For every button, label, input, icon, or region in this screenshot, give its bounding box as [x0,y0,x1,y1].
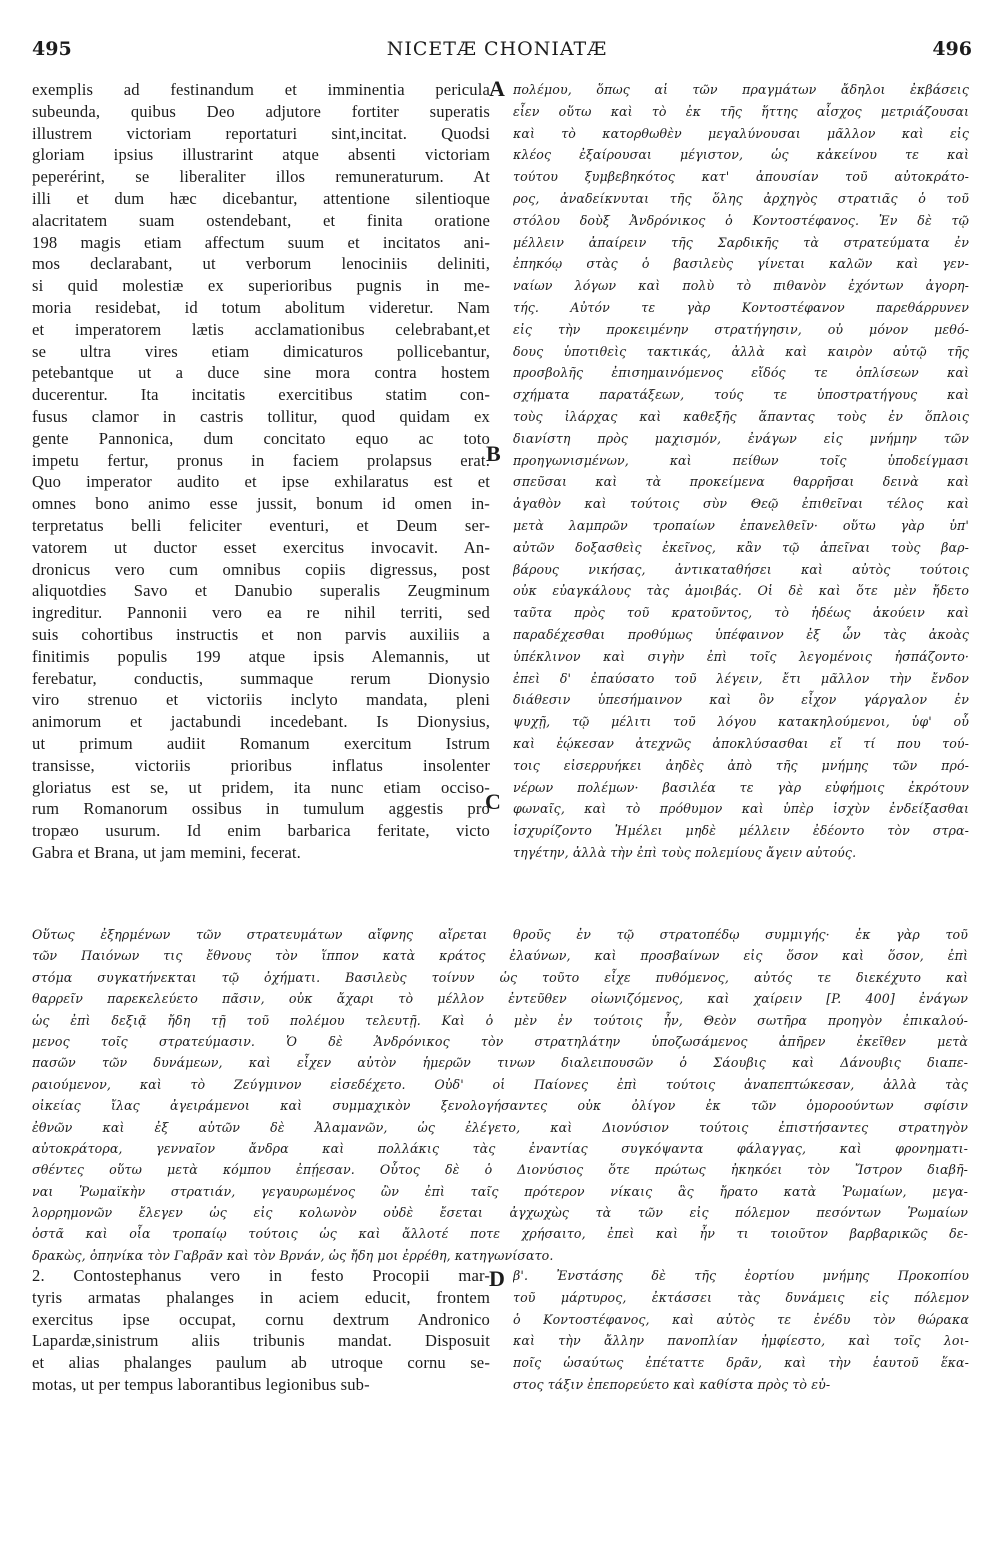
text-line: subeunda, quibus Deo adjutore fortiter superatis [32,101,490,121]
latin-column-lower [32,1265,490,1396]
text-line: petebantque ut a duce sine mora contra hostem [32,363,490,383]
text-line: animorum et jactabundi incedebant. Is Dionysius, [32,712,490,732]
text-line: ut primum audiit Romanum exercitum Istrum [32,733,490,753]
text-line: rum Romanorum ossibus in tumulum aggestis pro [32,799,490,819]
text-line: Lapardæ,sinistrum aliis tribunis mandat. Disposuit [32,1331,490,1351]
text-line: δους ὑποτιθεὶς τακτικάς, ἀλλὰ καὶ καιρὸν αὐτῷ τῆς [513,343,969,359]
page-number-right: 496 [932,38,972,60]
text-line: aliquotdies Savo et Danubio superalis Zeugminum [32,581,490,601]
text-line: εἰς τὴν προκειμένην στρατήγησιν, οὐ μόνον μεθό- [513,321,969,337]
running-title: NICETÆ CHONIATÆ [386,38,608,60]
text-line: παραδέχεσθαι προθύμως ὑπέφαινον ἐξ ὧν τὰς ἀκοὰς [513,626,969,642]
latin-column-upper [32,79,490,864]
text-line: alacritatem suam ostendebant, et finita oratione [32,210,490,230]
text-line: ἐπεὶ δ' ἐπαύσατο τοῦ λέγειν, ἔτι μᾶλλον τὴν ἔνδον [513,670,969,686]
text-line: illustrem victoriam reportaturi sint,incitat. Quodsi [32,123,490,143]
text-line: δρακὼς, ὁπηνίκα τὸν Γαβρᾶν καὶ τὸν Βρνάν, ὡς ἤδη μοι ἐρρέθη, κατηγωνίσατο. [32,1247,554,1263]
greek-column-lower [513,1265,969,1396]
text-line: ναι Ῥωμαϊκὴν στρατιάν, γεγαυρωμένος ὢν ἐπὶ ταῖς πρότερον νίκαις ἃς ἤρατο κατὰ Ῥωμαίων, μεγα- [32,1183,968,1199]
text-line: gloriam ipsius illustrarint atque absenti victoriam [32,145,490,165]
text-line: tropæo usurum. Id enim barbarica feritate, victo [32,821,490,841]
text-line: ὀστᾶ καὶ οἷα τροπαίῳ τούτοις ὡς καὶ ἄλλοτέ ποτε χρήσαιτο, ἐπεὶ καὶ ἦν τι τοιοῦτον βαρβαρικῶς δε- [32,1226,968,1242]
text-line: gloriatus est se, ut pridem, ita nunc etiam occiso- [32,777,490,797]
text-line: Οὕτως ἐξηρμένων τῶν στρατευμάτων αἴφνης αἴρεται θροῦς ἐν τῷ στρατοπέδῳ συμμιγής· ἐκ γὰρ τοῦ [32,927,968,942]
text-line: θαρρεῖν παρεκελεύετο πᾶσιν, οὐκ ἄχαρι τὸ μέλλον ἐντεῦθεν οἰωνιζόμενος, καὶ χαίρειν [P. 400] ἐνάγων [32,991,968,1007]
text-line: et alias phalanges paulum ab utroque cornu se- [32,1353,490,1373]
text-line: μενος τοῖς στρατεύμασιν. Ὁ δὲ Ἀνδρόνικος τὸν στρατηλάτην ὑποζωσάμενος ἀπῆρεν ἐκεῖθεν μετὰ [32,1033,968,1049]
text-line: terpretatus belli feliciter eventuri, et Deum ser- [32,515,490,535]
text-line: προσβολῆς ἐπισημαινόμενος εἴδός τε ὁπλίσεων καὶ [513,365,969,381]
text-line: ραιούμενον, καὶ τὸ Ζεύγμινον εἰσεδέχετο. Οὐδ' οἱ Παίονες ἐπὶ τούτοις ἀναπεπτώκεσαν, ἀλλὰ τὰς [32,1076,968,1092]
text-line: τούτου ξυμβεβηκότος κατ' ἀπουσίαν τοῦ αὐτοκράτο- [513,169,969,185]
text-line: στος τάξιν ἐπεπορεύετο καὶ καθίστα πρὸς τὸ εὐ- [513,1376,831,1392]
text-line: ingreditur. Pannonii vero ea re nihil territi, sed [32,603,490,623]
text-line: οἰκείας ἴλας ἀγειράμενοι καὶ συμμαχικὸν ξενολογήσαντες οὐκ ὀλίγον ἐκ τῶν ὁμοροούντων σφίσιν [32,1098,968,1114]
text-line: viro strenuo et victoriis inclyto mandata, pleni [32,690,490,710]
text-line: τής. Αὐτόν τε γὰρ Κοντοστέφανον παρεθάρρυνεν [513,299,969,315]
margin-marker-c: C [485,789,501,814]
text-line: exercitus ipse occupat, cornu dextrum Andronico [32,1309,490,1329]
text-line: στόλου δοὺξ Ἀνδρόνικος ὁ Κοντοστέφανος. Ἐν δὲ τῷ [513,212,969,228]
text-line: καὶ ἐῴκεσαν ἀτεχνῶς ἀποκλύσασθαι εἴ τί που τού- [513,735,969,751]
text-line: ρος, ἀναδείκνυται τῆς ὅλης ἀρχηγὸς στρατιᾶς ὁ τοῦ [513,190,969,206]
text-line: vatorem ut ductor esset exercitus invocavit. An- [32,537,490,557]
text-line: οὐκ εὐαγκάλους τὰς ἀμοιβάς. Οἱ δὲ καὶ ὅτε μὲν ἤδετο [513,583,969,599]
text-line: τῶν Παιόνων τις ἔθνους τὸν ἵππον κατὰ κράτος ἐλαύνων, καὶ προσβαίνων εἰς ὅσον καὶ ὅσον, ἐπὶ [32,948,968,964]
text-line: et imperatorem lætis acclamationibus celebrabant,et [32,319,490,339]
text-line: σχήματα παρατάξεων, τούς τε ὑποστρατήγους καὶ [513,387,969,403]
margin-marker-b: B [486,441,501,466]
text-line: βάρους νικήσας, ἀντικαταθήσει καὶ αὐτὸς τούτοις [513,561,969,577]
text-line: illi et dum hæc dicebantur, attentione silentioque [32,188,490,208]
greek-column-upper [513,79,969,864]
text-line: φωναῖς, καὶ τὸ πρόθυμον καὶ ὑπὲρ ἰσχὺν ἐνδείξασθαι [513,801,969,817]
text-line: ducerentur. Ita incitatis exercitibus statim con- [32,385,490,405]
text-line: dronicus vero cum omnibus copiis digressus, post [32,559,490,579]
text-line: καὶ τὴν ἄλλην πανοπλίαν ἠμφίεστο, καὶ τοῖς λοι- [513,1333,969,1349]
text-line: νέρων πολέμων· βασιλέα τε γὰρ εὐφήμοις ἐκρότουν [513,779,969,795]
page-header [0,32,994,68]
text-line: λορρημονῶν ἔλεγεν ὡς εἰς κολωνὸν οὐδὲ ἔσεται ἀγχωχὼς τὰ τῶν εἰς πόλεμον πεσόντων Ῥωμαίων [32,1205,968,1221]
text-line: πολέμου, ὅπως αἱ τῶν πραγμάτων ἄδηλοι ἐκβάσεις [513,82,969,97]
text-line: tyris armatas phalanges in aciem educit, frontem [32,1287,490,1307]
margin-marker-a: A [489,76,505,101]
text-line: fusus clamor in castris tollitur, quod quidam ex [32,406,490,426]
text-line: finitimis populis 199 atque ipsis Alemannis, ut [32,646,490,666]
text-line: μέλλειν ἀπαίρειν τῆς Σαρδικῆς τὰ στρατεύματα ἐν [513,234,969,250]
text-line: motas, ut per tempus laborantibus legionibus sub- [32,1374,370,1394]
text-line: τοῦ μάρτυρος, ἐκτάσσει τὰς δυνάμεις εἰς πόλεμον [513,1289,969,1305]
text-line: αὐτῶν δοξασθεὶς ἐκεῖνος, κἂν τῷ ἀπεῖναι τοὺς βαρ- [513,539,969,555]
text-line: μετὰ λαμπρῶν τροπαίων ἐπανελθεῖν· οὕτω γὰρ ὑπ' [513,517,969,533]
text-line: ἐθνῶν καὶ ἐξ αὐτῶν δὲ Ἀλαμανῶν, ὡς ἐλέγετο, καὶ Διονύσιον τούτοις ἐπιστήσαντες στρατηγὸν [32,1119,968,1135]
text-line: τοὺς ἰλάρχας καὶ καθεξῆς ἅπαντας τοὺς ἐν ὅπλοις [513,408,969,424]
text-line: ἰσχυρίζοντο Ἠμέλει μηδὲ μέλλειν ἐδέοντο τὸν στρα- [513,823,969,839]
text-line: exemplis ad festinandum et imminentia pericula [32,80,490,99]
text-line: κλέος ἐξαίρουσαι μέγιστον, ὡς κἀκείνου τε καὶ [513,147,969,163]
text-line: αὐτοκράτορα, γενναῖον ἄνδρα καὶ πολλάκις τὰς ἐναντίας συγκόψαντα φάλαγγας, καὶ φρονηματι- [32,1140,968,1156]
text-line: ποῖς ὡσαύτως ἐπέταττε δρᾶν, καὶ τὴν ἑαυτοῦ ἕκα- [513,1355,969,1371]
text-line: Gabra et Brana, ut jam memini, fecerat. [32,842,301,862]
text-line: gente Pannonica, dum concitato equo ac toto [32,428,490,448]
text-line: τοις εἰσερρυήκει ἀηδὲς ἀπὸ τῆς μνήμης τῶν πρό- [513,757,969,773]
text-line: ψυχῇ, τῷ μέλιτι τοῦ λόγου κατακηλούμενοι, ὑφ' οὗ [513,714,969,730]
text-line: τηγέτην, ἀλλὰ τὴν ἐπὶ τοὺς πολεμίους ἄγειν αὐτούς. [513,844,857,860]
text-line: 198 magis etiam affectum suum et incitatos ani- [32,232,490,252]
text-line: ναίων λόγων καὶ πολὺ τὸ πιθανὸν ἐχόντων ἀγορη- [513,278,969,294]
text-line: ὡς ἐπὶ δεξιᾷ ἤδη τῇ τοῦ πολέμου τελευτῇ. Καὶ ὁ μὲν ἐν τούτοις ἦν, Θεὸν σωτῆρα προηγὸν ἐπικαλού- [32,1012,968,1028]
text-line: moria residebat, id totum abolitum videretur. Nam [32,297,490,317]
text-line: ταῦτα πρὸς τοῦ κρατοῦντος, τὸ ἡδέως ἀκούειν καὶ [513,605,969,621]
text-line: σπεῦσαι καὶ τὰ προκείμενα θαρρῆσαι δεινὰ καὶ [513,474,969,490]
text-line: ἐπηκόῳ στὰς ὁ βασιλεὺς γίνεται καλῶν καὶ γεν- [513,256,969,272]
text-line: omnes bono animo esse jussit, bonum id omen in- [32,494,490,514]
greek-full-width-block [32,924,968,1266]
text-line: στόμα συγκατήνεκται τῷ ὀχήματι. Βασιλεὺς τοίνυν ὡς τοῦτο εἶχε πυθόμενος, αὐτός τε διεκέχυτο καὶ [32,969,968,985]
text-line: 2. Contostephanus vero in festo Procopii mar- [32,1266,490,1285]
text-line: ἀγαθὸν καὶ τούτοις σὺν Θεῷ ἐπιθεῖναι τέλος καὶ [513,496,969,512]
text-line: εἶεν οὕτω καὶ τὸ ἐκ τῆς ἥττης αἶσχος μετριάζουσαι [513,103,969,119]
text-line: προηγωνισμένων, καὶ πείθων τοῖς ὑποδείγμασι [513,452,969,468]
margin-marker-d: D [489,1266,505,1291]
text-line: mos declarabant, ut verborum lenociniis deliniti, [32,254,490,274]
text-line: καὶ τὸ κατορθωθὲν μεγαλύνουσαι μᾶλλον καὶ εἰς [513,125,969,141]
text-line: διάθεσιν ὑπεσήμαινον καὶ ὃν εἶχον γάργαλον ἐν [513,692,969,708]
text-line: ὁ Κοντοστέφανος, καὶ αὐτὸς τε ἐνέδυ τὸν θώρακα [513,1311,969,1327]
text-line: πασῶν τῶν δυνάμεων, καὶ εἶχεν αὐτὸν ἡμερῶν τινων διαλειπουσῶν ὁ Σάουβις καὶ Δάνουβις διαπε- [32,1055,968,1071]
text-line: se ultra vires etiam dimicaturos pollicebantur, [32,341,490,361]
text-line: si quid molestiæ ex superioribus pugnis in me- [32,276,490,296]
text-line: transisse, victoriis prioribus inflatus insolenter [32,755,490,775]
text-line: impetu fertur, pronus in faciem prolapsus erat. [32,450,490,470]
text-line: β'. Ἐνστάσης δὲ τῆς ἐορτίου μνήμης Προκοπίου [513,1268,969,1283]
text-line: suis cohortibus instructis et non parvis auxiliis a [32,624,490,644]
text-line: ὑπέκλινον καὶ σιγὴν ἐπὶ τοῖς λεγομένοις ἠσπάζοντο· [513,648,969,664]
text-line: Quo imperator audito et ipse exhilaratus est et [32,472,490,492]
text-line: ferebatur, conductis, summaque rerum Dionysio [32,668,490,688]
page-number-left: 495 [32,38,72,60]
text-line: διανίστη πρὸς μαχισμόν, ἐνάγων εἰς μνήμην τῶν [513,430,969,446]
text-line: σθέντες οὕτω μετὰ κόμπου ἐπῄεσαν. Οὗτος δὲ ὁ Διονύσιος ὅτε πρώτως ἠκηκόει τὸν Ἴστρον διαβῆ- [32,1162,968,1178]
text-line: peperérint, se liberaliter illos remuneraturum. At [32,167,490,187]
